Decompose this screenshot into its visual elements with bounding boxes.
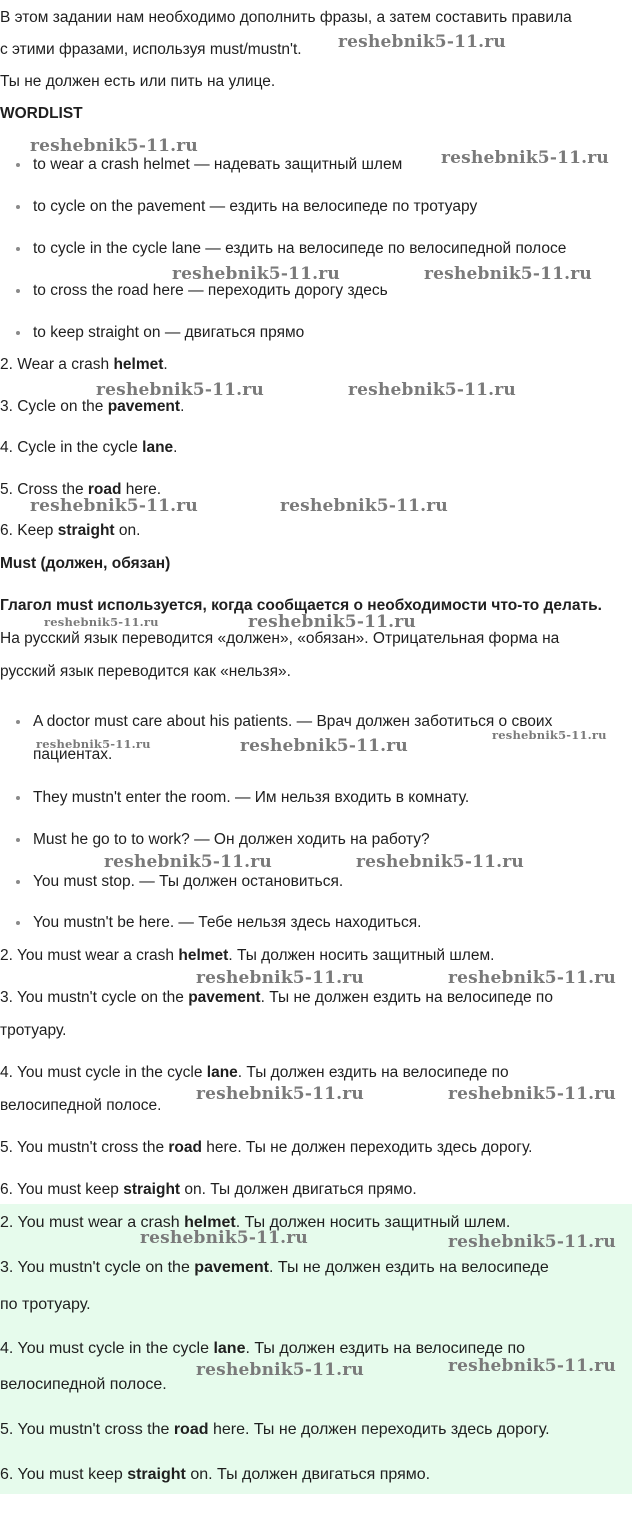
watermark: reshebnik5-11.ru xyxy=(44,615,159,629)
must-rule: Глагол must используется, когда сообщается о необходимости что-то делать. xyxy=(0,597,602,614)
watermark: reshebnik5-11.ru xyxy=(356,852,524,872)
must-example: You must stop. — Ты должен остановиться. xyxy=(33,873,344,890)
watermark: reshebnik5-11.ru xyxy=(30,496,198,516)
watermark: reshebnik5-11.ru xyxy=(196,1360,364,1380)
phrase-line: 3. Cycle on the pavement. xyxy=(0,398,185,415)
intro-line-2: с этими фразами, используя must/mustn't. xyxy=(0,41,302,58)
bullet-icon xyxy=(16,838,20,842)
wordlist-heading: WORDLIST xyxy=(0,105,83,122)
bullet-icon xyxy=(16,921,20,925)
wordlist-item: to keep straight on — двигаться прямо xyxy=(33,324,305,341)
watermark: reshebnik5-11.ru xyxy=(96,380,264,400)
answer-line: 2. You must wear a crash helmet. Ты должен носить защитный шлем. xyxy=(0,1214,511,1231)
answer-line: 4. You must cycle in the cycle lane. Ты должен ездить на велосипеде по xyxy=(0,1340,526,1357)
wordlist-item: to cross the road here — переходить дорогу здесь xyxy=(33,282,388,299)
watermark: reshebnik5-11.ru xyxy=(36,737,151,751)
bullet-icon xyxy=(16,205,20,209)
intro-line-3: Ты не должен есть или пить на улице. xyxy=(0,73,276,90)
bullet-icon xyxy=(16,796,20,800)
answer-line: 3. You mustn't cycle on the pavement. Ты не должен ездить на велосипеде xyxy=(0,1259,549,1276)
bullet-icon xyxy=(16,247,20,251)
phrase-line: 4. Cycle in the cycle lane. xyxy=(0,439,178,456)
watermark: reshebnik5-11.ru xyxy=(448,968,616,988)
rule-line: 5. You mustn't cross the road here. Ты не должен переходить здесь дорогу. xyxy=(0,1139,533,1156)
answer-line-cont: велосипедной полосе. xyxy=(0,1376,167,1393)
rule-line: 4. You must cycle in the cycle lane. Ты должен ездить на велосипеде по xyxy=(0,1064,509,1081)
phrase-line: 2. Wear a crash helmet. xyxy=(0,356,168,373)
watermark: reshebnik5-11.ru xyxy=(348,380,516,400)
rule-line: 3. You mustn't cycle on the pavement. Ты не должен ездить на велосипеде по xyxy=(0,989,553,1006)
must-example: You mustn't be here. — Тебе нельзя здесь находиться. xyxy=(33,914,422,931)
watermark: reshebnik5-11.ru xyxy=(448,1084,616,1104)
phrase-line: 5. Cross the road here. xyxy=(0,481,162,498)
watermark: reshebnik5-11.ru xyxy=(338,32,506,52)
must-explain-line-1: На русский язык переводится «должен», «обязан». Отрицательная форма на xyxy=(0,630,560,647)
wordlist-item: to cycle on the pavement — ездить на велосипеде по тротуару xyxy=(33,198,478,215)
must-example-cont: пациентах. xyxy=(33,746,113,763)
watermark: reshebnik5-11.ru xyxy=(492,728,607,742)
answer-line: 5. You mustn't cross the road here. Ты не должен переходить здесь дорогу. xyxy=(0,1421,550,1438)
watermark: reshebnik5-11.ru xyxy=(441,148,609,168)
watermark: reshebnik5-11.ru xyxy=(448,1356,616,1376)
bullet-icon xyxy=(16,720,20,724)
watermark: reshebnik5-11.ru xyxy=(30,136,198,156)
rule-line-cont: тротуару. xyxy=(0,1022,67,1039)
watermark: reshebnik5-11.ru xyxy=(196,968,364,988)
wordlist-item: to wear a crash helmet — надевать защитный шлем xyxy=(33,156,403,173)
must-example: Must he go to to work? — Он должен ходить на работу? xyxy=(33,831,430,848)
wordlist-item: to cycle in the cycle lane — ездить на велосипеде по велосипедной полосе xyxy=(33,240,567,257)
must-explain-line-2: русский язык переводится как «нельзя». xyxy=(0,663,291,680)
watermark: reshebnik5-11.ru xyxy=(172,264,340,284)
watermark: reshebnik5-11.ru xyxy=(248,612,416,632)
watermark: reshebnik5-11.ru xyxy=(280,496,448,516)
intro-line-1: В этом задании нам необходимо дополнить фразы, а затем составить правила xyxy=(0,9,572,26)
must-example: A doctor must care about his patients. — Врач должен заботиться о своих xyxy=(33,713,553,730)
watermark: reshebnik5-11.ru xyxy=(240,736,408,756)
bullet-icon xyxy=(16,331,20,335)
must-heading: Must (должен, обязан) xyxy=(0,555,171,572)
watermark: reshebnik5-11.ru xyxy=(448,1232,616,1252)
answer-line: 6. You must keep straight on. Ты должен двигаться прямо. xyxy=(0,1466,431,1483)
bullet-icon xyxy=(16,289,20,293)
watermark: reshebnik5-11.ru xyxy=(196,1084,364,1104)
rule-line: 6. You must keep straight on. Ты должен двигаться прямо. xyxy=(0,1181,417,1198)
bullet-icon xyxy=(16,163,20,167)
rule-line-cont: велосипедной полосе. xyxy=(0,1097,162,1114)
phrase-line: 6. Keep straight on. xyxy=(0,522,141,539)
answer-line-cont: по тротуару. xyxy=(0,1296,91,1313)
bullet-icon xyxy=(16,880,20,884)
watermark: reshebnik5-11.ru xyxy=(424,264,592,284)
watermark: reshebnik5-11.ru xyxy=(104,852,272,872)
must-example: They mustn't enter the room. — Им нельзя входить в комнату. xyxy=(33,789,470,806)
watermark: reshebnik5-11.ru xyxy=(140,1228,308,1248)
rule-line: 2. You must wear a crash helmet. Ты должен носить защитный шлем. xyxy=(0,947,495,964)
